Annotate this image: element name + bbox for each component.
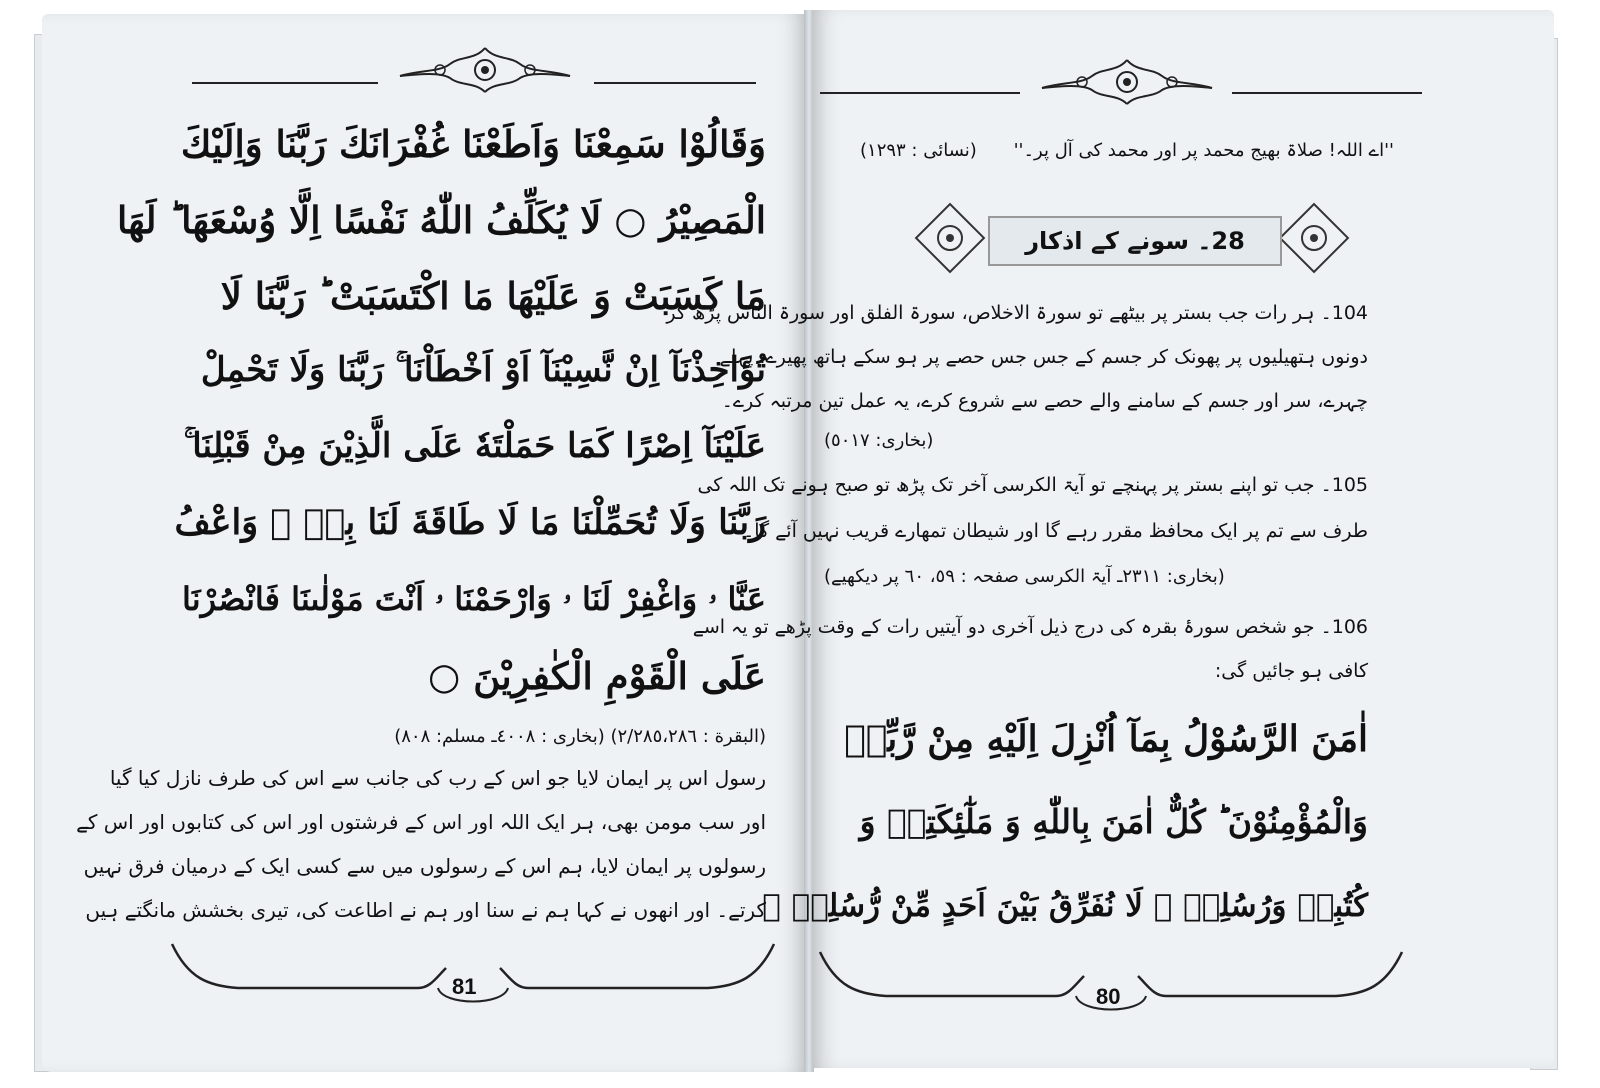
- header-rule-right: [1232, 92, 1422, 94]
- translation-line-2: اور سب مومن بھی، ہر ایک اللہ اور اس کے فرشتوں اور اس کی کتابوں اور اس کے: [76, 810, 766, 834]
- ayah-line-8: عَلَى الْقَوْمِ الْكٰفِرِيْنَ ○: [428, 654, 766, 698]
- hadith-104-line-2: دونوں ہتھیلیوں پر پھونک کر جسم کے جس جس حصے پر ہو سکے ہاتھ پھیرے، پہلے: [719, 346, 1368, 368]
- chapter-ornament-left-icon: [918, 206, 982, 270]
- hadith-105-line-1: 105۔ جب تو اپنے بستر پر پہنچے تو آیۃ الکرسی آخر تک پڑھ تو صبح ہونے تک اللہ کی: [697, 474, 1368, 496]
- header-rule-left: [192, 82, 378, 84]
- sleep-ayah-line-1: اٰمَنَ الرَّسُوْلُ بِمَآ اُنْزِلَ اِلَيْهِ مِنْ رَّبِّهٖ: [844, 718, 1368, 760]
- ayah-line-5: عَلَيْنَآ اِصْرًا كَمَا حَمَلْتَهٗ عَلَى الَّذِيْنَ مِنْ قَبْلِنَا ۚ: [183, 426, 766, 466]
- translation-line-4: کرتے۔ اور انھوں نے کہا ہم نے سنا اور ہم نے اطاعت کی، تیری بخشش مانگتے ہیں: [85, 898, 766, 922]
- durood-line: ''اے اللہ! صلاۃ بھیج محمد پر اور محمد کی آل پر۔'': [1013, 140, 1394, 161]
- nasai-reference: (نسائی : ١٢٩٣): [860, 140, 977, 161]
- hadith-106-line-2: کافی ہو جائیں گی:: [1214, 660, 1368, 682]
- header-rule-left: [820, 92, 1020, 94]
- hadith-105-reference: (بخاری: ٢٣١١ـ آیۃ الکرسی صفحہ : ٥٩، ٦٠ پر دیکھیے): [824, 566, 1225, 587]
- hadith-104-reference: (بخاری: ٥٠١٧): [824, 430, 934, 451]
- ayah-line-3: مَا كَسَبَتْ وَ عَلَيْهَا مَا اكْتَسَبَتْ ؕ رَبَّنَا لَا: [220, 274, 766, 318]
- chapter-title-box: [988, 216, 1282, 266]
- ayah-line-2: الْمَصِيْرُ ○ لَا يُكَلِّفُ اللّٰهُ نَفْسًا اِلَّا وُسْعَهَا ؕ لَهَا: [116, 198, 766, 242]
- ayah-line-4: تُؤَاخِذْنَآ اِنْ نَّسِيْنَآ اَوْ اَخْطَاْنَا ۚ رَبَّنَا وَلَا تَحْمِلْ: [200, 350, 766, 390]
- chapter-title: 28۔ سونے کے اذکار: [1025, 227, 1245, 255]
- chapter-ornament-right-icon: [1282, 206, 1346, 270]
- page-number-80: 80: [1096, 984, 1121, 1009]
- header-ornament-icon: [1022, 54, 1232, 110]
- sleep-ayah-line-3: كُتُبِهٖ وَرُسُلِهٖ ۟ لَا نُفَرِّقُ بَيْنَ اَحَدٍ مِّنْ رُّسُلِهٖ ۟: [762, 888, 1368, 924]
- sleep-ayah-line-2: وَالْمُؤْمِنُوْنَ ؕ كُلٌّ اٰمَنَ بِاللّٰهِ وَ مَلٰٓئِكَتِهٖ وَ: [859, 802, 1368, 841]
- hadith-104-line-1: 104۔ ہر رات جب بستر پر بیٹھے تو سورۃ الاخلاص، سورۃ الفلق اور سورۃ الناس پڑھ کر: [666, 302, 1368, 324]
- ayah-line-7: عَنَّا ۥ وَاغْفِرْ لَنَا ۥ وَارْحَمْنَا ۥ اَنْتَ مَوْلٰىنَا فَانْصُرْنَا: [181, 580, 766, 618]
- header-ornament-icon: [380, 42, 590, 98]
- ayah-line-6: رَبَّنَا وَلَا تُحَمِّلْنَا مَا لَا طَاقَةَ لَنَا بِهٖ ۚ وَاعْفُ: [174, 502, 766, 543]
- translation-line-3: رسولوں پر ایمان لایا، ہم اس کے رسولوں میں سے کسی ایک کے درمیان فرق نہیں: [83, 854, 766, 878]
- left-page: [42, 14, 806, 1072]
- page-number-81: 81: [452, 974, 477, 999]
- hadith-106-line-1: 106۔ جو شخص سورۂ بقرہ کی درج ذیل آخری دو آیتیں رات کے وقت پڑھے تو یہ اسے: [692, 616, 1368, 638]
- ayah-reference: (البقرة : ٢/٢٨٥،٢٨٦) (بخاری : ٤٠٠٨ـ مسلم: ٨٠٨): [394, 726, 766, 747]
- right-page: [666, 10, 1554, 1068]
- header-rule-right: [594, 82, 756, 84]
- hadith-104-line-3: چہرے، سر اور جسم کے سامنے والے حصے سے شروع کرے، یہ عمل تین مرتبہ کرے۔: [721, 390, 1368, 412]
- hadith-105-line-2: طرف سے تم پر ایک محافظ مقرر رہے گا اور شیطان تمھارے قریب نہیں آئے گا۔: [743, 520, 1368, 542]
- ayah-line-1: وَقَالُوْا سَمِعْنَا وَاَطَعْنَا غُفْرَانَكَ رَبَّنَا وَاِلَيْكَ: [180, 122, 766, 166]
- translation-line-1: رسول اس پر ایمان لایا جو اس کے رب کی جانب سے اس کی طرف نازل کیا گیا: [109, 766, 766, 790]
